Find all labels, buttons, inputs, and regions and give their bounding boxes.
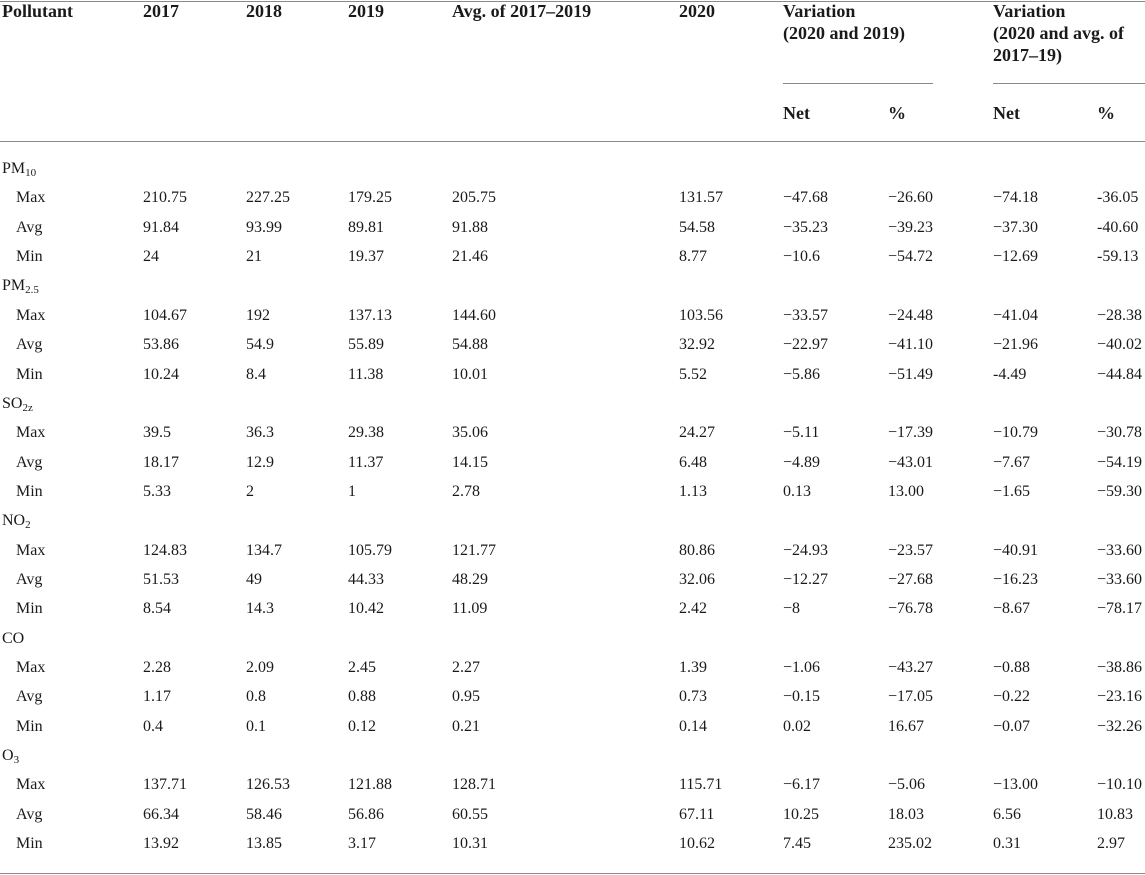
- table-cell: 55.89: [348, 336, 384, 354]
- table-cell: 0.1: [246, 717, 266, 735]
- table-cell: 91.84: [143, 218, 179, 236]
- table-cell: 48.29: [452, 570, 488, 588]
- table-cell: 24.27: [679, 424, 715, 442]
- row-label: Avg: [16, 570, 43, 588]
- row-label: Min: [16, 835, 43, 853]
- table-cell: 0.14: [679, 717, 707, 735]
- table-cell: 115.71: [679, 776, 723, 794]
- table-cell: 126.53: [246, 776, 290, 794]
- table-cell: −24.93: [783, 541, 829, 559]
- table-cell: 0.73: [679, 688, 707, 706]
- table-cell: 6.56: [993, 805, 1021, 823]
- table-cell: 49: [246, 570, 262, 588]
- table-cell: 21.46: [452, 248, 488, 266]
- table-cell: −27.68: [888, 570, 934, 588]
- header-2019: 2019: [348, 1, 384, 21]
- table-cell: −47.68: [783, 189, 829, 207]
- table-cell: 0.13: [783, 482, 811, 500]
- pollutant-name: SO: [2, 394, 23, 412]
- table-cell: −5.86: [783, 365, 821, 383]
- table-cell: 3.17: [348, 835, 376, 853]
- table-cell: −0.15: [783, 688, 821, 706]
- table-cell: 0.95: [452, 688, 480, 706]
- table-cell: 10.01: [452, 365, 488, 383]
- row-label: Min: [16, 365, 43, 383]
- table-cell: 29.38: [348, 424, 384, 442]
- table-cell: −44.84: [1097, 365, 1143, 383]
- table-cell: 227.25: [246, 189, 290, 207]
- table-cell: 0.12: [348, 717, 376, 735]
- table-cell: 32.06: [679, 570, 715, 588]
- table-cell: 5.33: [143, 482, 171, 500]
- table-cell: 8.77: [679, 248, 707, 266]
- table-cell: 210.75: [143, 189, 187, 207]
- table-cell: 60.55: [452, 805, 488, 823]
- table-cell: −28.38: [1097, 306, 1143, 324]
- table-cell: 7.45: [783, 835, 811, 853]
- row-label: Max: [16, 306, 46, 324]
- table-cell: 5.52: [679, 365, 707, 383]
- table-cell: 2.28: [143, 659, 171, 676]
- table-cell: -4.49: [993, 365, 1027, 383]
- table-cell: 179.25: [348, 189, 392, 207]
- table-cell: −54.19: [1097, 453, 1143, 471]
- table-cell: 24: [143, 248, 159, 266]
- table-cell: 91.88: [452, 218, 488, 236]
- table-cell: −41.10: [888, 336, 934, 354]
- header-pollutant: Pollutant: [2, 1, 74, 21]
- header-variation-avg-line1: Variation: [993, 1, 1066, 21]
- table-cell: −8.67: [993, 600, 1031, 618]
- table-cell: −5.06: [888, 776, 926, 794]
- table-cell: 205.75: [452, 189, 496, 207]
- table-cell: −51.49: [888, 365, 934, 383]
- table-cell: 54.88: [452, 336, 488, 354]
- pollutant-subscript: 2z: [22, 401, 33, 414]
- row-label: Min: [16, 482, 43, 500]
- table-cell: −0.07: [993, 717, 1031, 735]
- table-cell: −17.05: [888, 688, 934, 706]
- table-cell: 10.42: [348, 600, 384, 618]
- table-cell: 11.37: [348, 453, 384, 471]
- table-cell: −23.57: [888, 541, 934, 559]
- table-cell: 2: [246, 482, 254, 500]
- header-bottom-rule: [0, 141, 1145, 142]
- table-cell: −12.27: [783, 570, 829, 588]
- table-cell: 44.33: [348, 570, 384, 588]
- table-cell: 137.71: [143, 776, 187, 794]
- table-cell: −33.60: [1097, 570, 1143, 588]
- table-cell: 1.17: [143, 688, 171, 706]
- header-2020: 2020: [679, 1, 715, 21]
- table-cell: -40.60: [1097, 218, 1139, 236]
- row-label: Avg: [16, 453, 43, 471]
- table-cell: 80.86: [679, 541, 715, 559]
- table-cell: 2.97: [1097, 835, 1125, 853]
- table-cell: 21: [246, 248, 262, 266]
- table-cell: 18.17: [143, 453, 179, 471]
- table-cell: 16.67: [888, 717, 924, 735]
- table-cell: −74.18: [993, 189, 1039, 207]
- table-cell: 235.02: [888, 835, 932, 853]
- table-cell: −23.16: [1097, 688, 1143, 706]
- table-cell: 13.92: [143, 835, 179, 853]
- pollutant-name: PM: [2, 277, 26, 295]
- pollutant-subscript: 2.5: [25, 284, 39, 297]
- table-cell: 134.7: [246, 541, 282, 559]
- table-cell: 10.25: [783, 805, 819, 823]
- header-variation-2019-line1: Variation: [783, 1, 856, 21]
- table-cell: −13.00: [993, 776, 1039, 794]
- table-cell: 1.39: [679, 659, 707, 676]
- table-cell: 11.09: [452, 600, 488, 618]
- table-cell: −76.78: [888, 600, 934, 618]
- table-cell: 93.99: [246, 218, 282, 236]
- table-cell: 2.45: [348, 659, 376, 676]
- table-cell: 53.86: [143, 336, 179, 354]
- row-label: Avg: [16, 688, 43, 706]
- table-cell: −54.72: [888, 248, 934, 266]
- table-cell: −16.23: [993, 570, 1039, 588]
- table-cell: 67.11: [679, 805, 715, 823]
- pollutant-name: PM: [2, 160, 26, 177]
- table-cell: 0.8: [246, 688, 266, 706]
- table-cell: 104.67: [143, 306, 187, 324]
- table-cell: −40.02: [1097, 336, 1143, 354]
- table-cell: −10.79: [993, 424, 1039, 442]
- pollutant-subscript: 10: [25, 167, 37, 179]
- table-cell: −30.78: [1097, 424, 1143, 442]
- table-cell: −22.97: [783, 336, 829, 354]
- pollutant-group-label: [2, 276, 39, 296]
- pollutant-name: CO: [2, 629, 25, 647]
- table-cell: −7.67: [993, 453, 1031, 471]
- table-cell: −43.01: [888, 453, 934, 471]
- table-cell: 10.31: [452, 835, 488, 853]
- table-cell: 121.77: [452, 541, 496, 559]
- table-cell: 12.9: [246, 453, 274, 471]
- table-cell: −38.86: [1097, 659, 1143, 676]
- table-cell: 89.81: [348, 218, 384, 236]
- table-cell: −10.10: [1097, 776, 1143, 794]
- table-cell: 13.85: [246, 835, 282, 853]
- table-cell: 36.3: [246, 424, 274, 442]
- table-cell: 58.46: [246, 805, 282, 823]
- table-cell: 19.37: [348, 248, 384, 266]
- table-cell: −59.30: [1097, 482, 1143, 500]
- row-label: Max: [16, 776, 46, 794]
- table-cell: −21.96: [993, 336, 1039, 354]
- table-cell: 105.79: [348, 541, 392, 559]
- table-cell: −43.27: [888, 659, 934, 676]
- table-cell: 144.60: [452, 306, 496, 324]
- table-cell: 137.13: [348, 306, 392, 324]
- row-label: Max: [16, 189, 46, 207]
- row-label: Min: [16, 248, 43, 266]
- table-cell: 51.53: [143, 570, 179, 588]
- row-label: Min: [16, 717, 43, 735]
- row-label: Avg: [16, 805, 43, 823]
- table-cell: 2.09: [246, 659, 274, 676]
- table-cell: -59.13: [1097, 248, 1139, 266]
- header-net-avg: Net: [993, 103, 1020, 123]
- table-cell: 8.4: [246, 365, 266, 383]
- table-cell: 124.83: [143, 541, 187, 559]
- table-cell: 1: [348, 482, 356, 500]
- table-cell: −33.60: [1097, 541, 1143, 559]
- header-pct-2019: %: [888, 103, 906, 123]
- table-cell: 10.62: [679, 835, 715, 853]
- table-cell: 39.5: [143, 424, 171, 442]
- table-cell: 2.27: [452, 659, 480, 676]
- variation-2019-subrule: [783, 83, 933, 84]
- pollutant-name: NO: [2, 512, 26, 530]
- table-cell: −5.11: [783, 424, 820, 442]
- table-cell: 10.24: [143, 365, 179, 383]
- table-cell: 14.15: [452, 453, 488, 471]
- table-cell: 32.92: [679, 336, 715, 354]
- header-2017: 2017: [143, 1, 179, 21]
- row-label: Min: [16, 600, 43, 618]
- table-cell: −0.22: [993, 688, 1031, 706]
- table-cell: 121.88: [348, 776, 392, 794]
- table-cell: 0.88: [348, 688, 376, 706]
- row-label: Max: [16, 541, 46, 559]
- header-2018: 2018: [246, 1, 282, 21]
- table-cell: 54.9: [246, 336, 274, 354]
- pollutant-name: O: [2, 747, 14, 764]
- table-cell: 14.3: [246, 600, 274, 618]
- table-cell: −1.65: [993, 482, 1031, 500]
- row-label: Max: [16, 424, 46, 442]
- table-cell: 10.83: [1097, 805, 1133, 823]
- pollutant-group-label: [2, 511, 31, 531]
- table-cell: 1.13: [679, 482, 707, 500]
- table-cell: -36.05: [1097, 189, 1139, 207]
- pollutant-group-label: [2, 746, 19, 766]
- table-cell: −78.17: [1097, 600, 1143, 618]
- table-cell: −0.88: [993, 659, 1031, 676]
- header-net-2019: Net: [783, 103, 810, 123]
- table-cell: 128.71: [452, 776, 496, 794]
- table-cell: −8: [783, 600, 801, 618]
- table-cell: −40.91: [993, 541, 1039, 559]
- row-label: Avg: [16, 336, 43, 354]
- table-cell: 103.56: [679, 306, 723, 324]
- table-cell: 0.21: [452, 717, 480, 735]
- bottom-rule: [0, 873, 1145, 874]
- pollutant-subscript: 2: [25, 519, 31, 532]
- table-cell: 56.86: [348, 805, 384, 823]
- table-cell: −32.26: [1097, 717, 1143, 735]
- table-cell: 0.4: [143, 717, 163, 735]
- table-cell: 6.48: [679, 453, 707, 471]
- table-cell: 192: [246, 306, 270, 324]
- table-cell: −33.57: [783, 306, 829, 324]
- table-cell: −1.06: [783, 659, 821, 676]
- pollutant-group-label: [2, 159, 36, 179]
- table-cell: 35.06: [452, 424, 488, 442]
- header-variation-avg-line2: (2020 and avg. of: [993, 23, 1125, 43]
- table-cell: 13.00: [888, 482, 924, 500]
- table-cell: −4.89: [783, 453, 821, 471]
- table-cell: −10.6: [783, 248, 821, 266]
- header-variation-avg-line3: 2017–19): [993, 45, 1062, 65]
- table-cell: −6.17: [783, 776, 821, 794]
- header-pct-avg: %: [1097, 103, 1115, 123]
- table-cell: −37.30: [993, 218, 1039, 236]
- table-cell: 66.34: [143, 805, 179, 823]
- table-cell: 131.57: [679, 189, 723, 207]
- pollutant-group-label: [2, 394, 33, 414]
- table-cell: −24.48: [888, 306, 934, 324]
- table-cell: −17.39: [888, 424, 934, 442]
- variation-avg-subrule: [993, 83, 1145, 84]
- table-cell: 2.78: [452, 482, 480, 500]
- table-cell: −39.23: [888, 218, 934, 236]
- header-variation-2019-line2: (2020 and 2019): [783, 23, 906, 43]
- table-cell: −41.04: [993, 306, 1039, 324]
- table-cell: 18.03: [888, 805, 924, 823]
- table-cell: 2.42: [679, 600, 707, 618]
- table-cell: 54.58: [679, 218, 715, 236]
- table-cell: 0.02: [783, 717, 811, 735]
- pollutant-subscript: 3: [13, 754, 20, 766]
- table-cell: −12.69: [993, 248, 1039, 266]
- table-cell: −35.23: [783, 218, 829, 236]
- table-cell: 8.54: [143, 600, 171, 618]
- header-avg-2017-2019: Avg. of 2017–2019: [452, 1, 592, 21]
- table-cell: 0.31: [993, 835, 1021, 853]
- pollutant-group-label: [2, 629, 24, 649]
- table-cell: 11.38: [348, 365, 384, 383]
- row-label: Max: [16, 659, 46, 676]
- row-label: Avg: [16, 218, 43, 236]
- table-cell: −26.60: [888, 189, 934, 207]
